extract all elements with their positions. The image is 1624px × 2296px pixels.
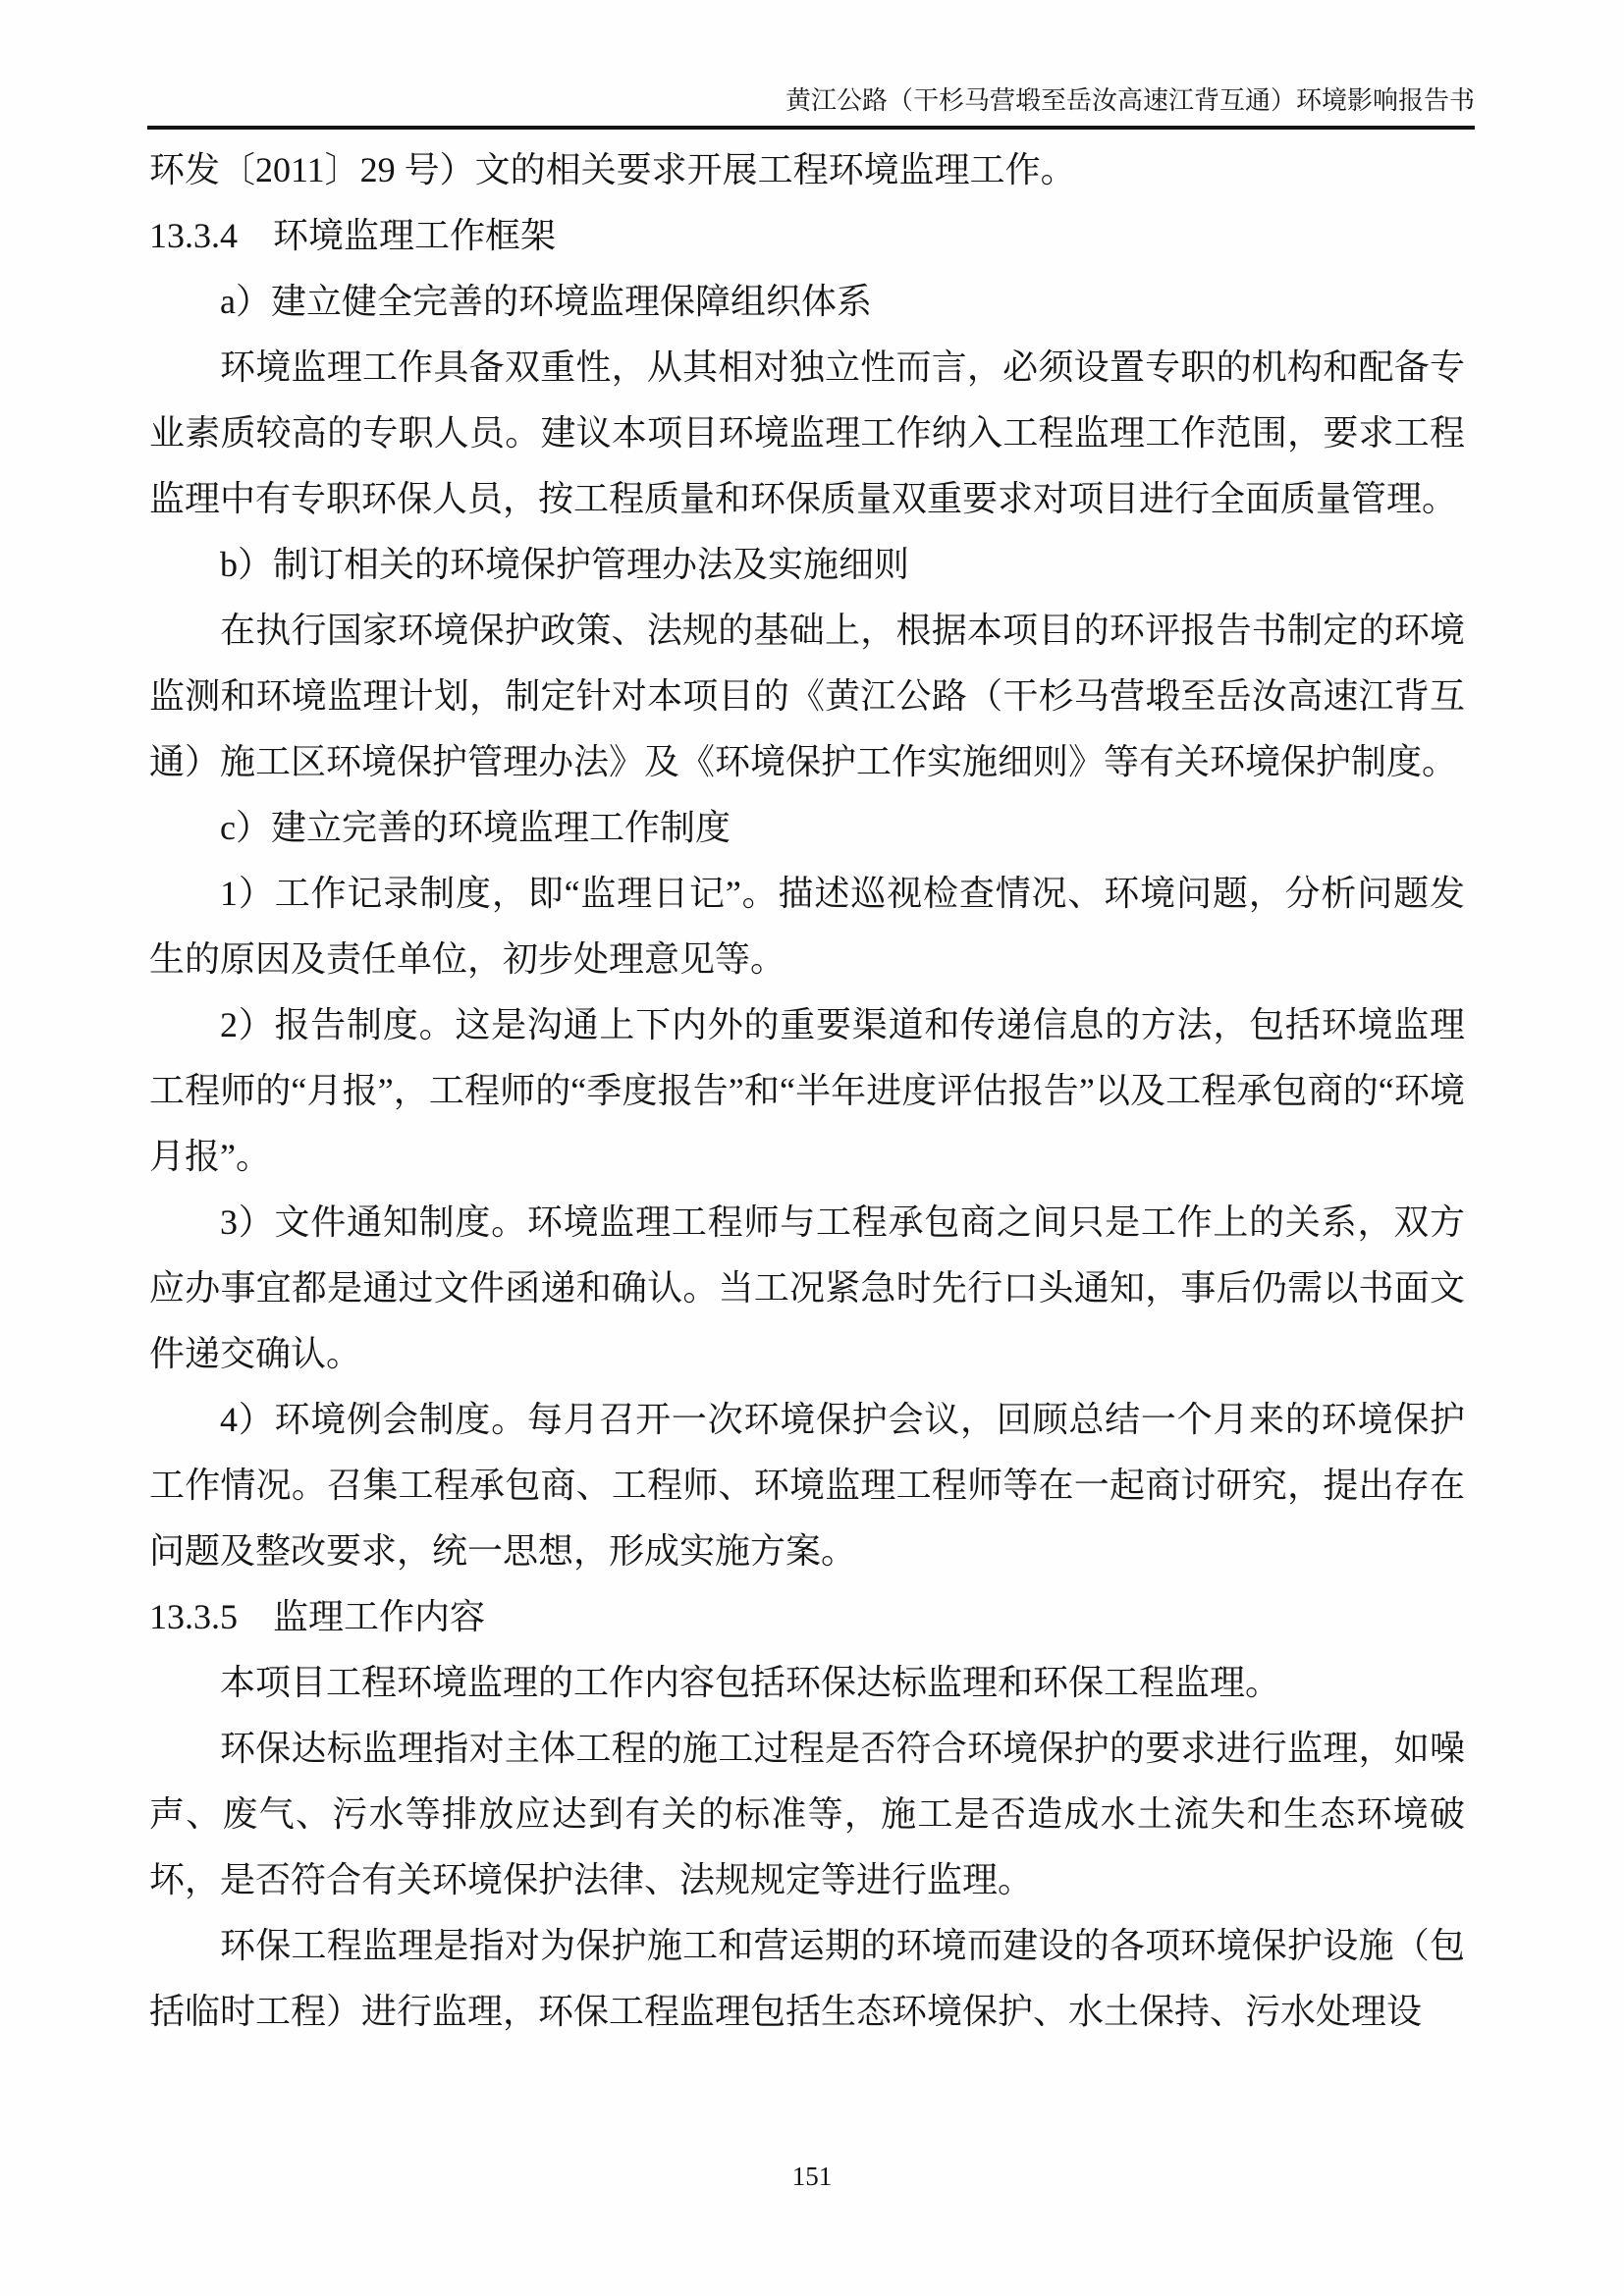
paragraph: 环保达标监理指对主体工程的施工过程是否符合环境保护的要求进行监理，如噪声、废气、污水等排放应达到有关的标准等，施工是否造成水土流失和生态环境破坏，是否符合有关环境保护法律、法规规定等进行监理。 <box>149 1729 1465 1899</box>
section-heading-13-3-4: 13.3.4 环境监理工作框架 <box>149 216 557 255</box>
document-body <box>149 137 1465 2045</box>
header-rule <box>147 126 1475 130</box>
page-number: 151 <box>791 2162 833 2191</box>
paragraph-item-c: c）建立完善的环境监理工作制度 <box>220 808 731 847</box>
paragraph: 环境监理工作具备双重性，从其相对独立性而言，必须设置专职的机构和配备专业素质较高的专职人员。建议本项目环境监理工作纳入工程监理工作范围，要求工程监理中有专职环保人员，按工程质量和环保质量双重要求对项目进行全面质量管理。 <box>149 347 1465 518</box>
paragraph-item-4: 4）环境例会制度。每月召开一次环境保护会议，回顾总结一个月来的环境保护工作情况。召集工程承包商、工程师、环境监理工程师等在一起商讨研究，提出存在问题及整改要求，统一思想，形成实施方案。 <box>149 1400 1465 1571</box>
paragraph-item-b: b）制订相关的环境保护管理办法及实施细则 <box>220 545 910 584</box>
paragraph: 在执行国家环境保护政策、法规的基础上，根据本项目的环评报告书制定的环境监测和环境监理计划，制定针对本项目的《黄江公路（干杉马营塅至岳汝高速江背互通）施工区环境保护管理办法》及《环境保护工作实施细则》等有关环境保护制度。 <box>149 611 1465 781</box>
section-heading-13-3-5: 13.3.5 监理工作内容 <box>149 1597 486 1636</box>
paragraph: 本项目工程环境监理的工作内容包括环保达标监理和环保工程监理。 <box>220 1663 1281 1702</box>
paragraph-item-3: 3）文件通知制度。环境监理工程师与工程承包商之间只是工作上的关系，双方应办事宜都是通过文件函递和确认。当工况紧急时先行口头通知，事后仍需以书面文件递交确认。 <box>149 1202 1465 1373</box>
paragraph-item-2: 2）报告制度。这是沟通上下内外的重要渠道和传递信息的方法，包括环境监理工程师的“月报”，工程师的“季度报告”和“半年进度评估报告”以及工程承包商的“环境月报”。 <box>149 1005 1465 1176</box>
running-header-title: 黄江公路（干杉马营塅至岳汝高速江背互通）环境影响报告书 <box>785 86 1475 115</box>
paragraph-item-1: 1）工作记录制度，即“监理日记”。描述巡视检查情况、环境问题，分析问题发生的原因及责任单位，初步处理意见等。 <box>149 874 1465 979</box>
paragraph-continuation: 环发〔2011〕29 号）文的相关要求开展工程环境监理工作。 <box>149 150 1076 189</box>
paragraph-item-a: a）建立健全完善的环境监理保障组织体系 <box>220 282 872 321</box>
paragraph: 环保工程监理是指对为保护施工和营运期的环境而建设的各项环境保护设施（包括临时工程）进行监理，环保工程监理包括生态环境保护、水土保持、污水处理设 <box>149 1926 1465 2031</box>
